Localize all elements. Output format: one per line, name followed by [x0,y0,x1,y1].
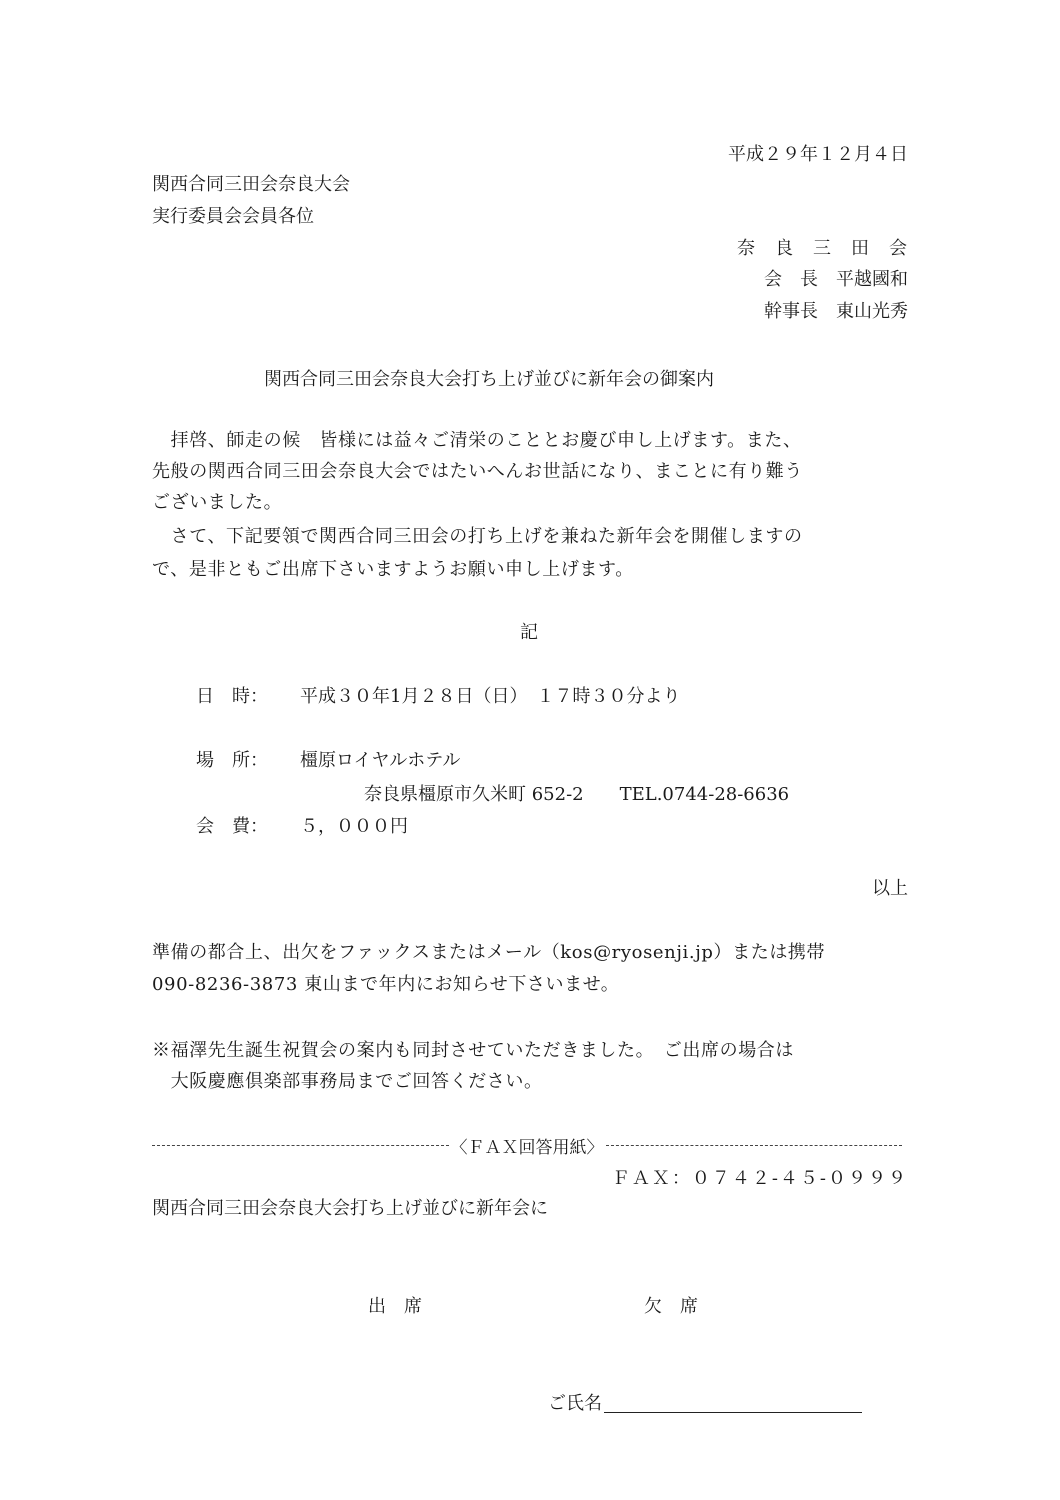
absent-option[interactable]: 欠 席 [644,1296,698,1317]
place-label: 場 所： [196,750,268,771]
recipient-line-1: 関西合同三田会奈良大会 [152,174,350,195]
fax-form-separator [152,1135,902,1158]
sender-secretary: 幹事長 東山光秀 [764,301,908,322]
note-line-2: 大阪慶應倶楽部事務局までご回答ください。 [152,1071,543,1092]
name-label: ご氏名 [548,1393,602,1414]
fax-form-label: 〈ＦＡＸ回答用紙〉 [450,1137,604,1158]
place-address: 奈良県橿原市久米町 652-2 TEL.0744-28-6636 [364,784,790,805]
recipient-line-2: 実行委員会会員各位 [152,206,314,227]
fee-label: 会 費： [196,816,268,837]
attend-option[interactable]: 出 席 [368,1296,422,1317]
body-para2-line2: で、是非ともご出席下さいますようお願い申し上げます。 [152,559,634,580]
note-line-1: ※福澤先生誕生祝賀会の案内も同封させていただきました。 ご出席の場合は [152,1040,794,1061]
document-title: 関西合同三田会奈良大会打ち上げ並びに新年会の御案内 [264,369,714,390]
separator-dash-right [606,1145,903,1146]
rsvp-line-2: 090-8236-3873 東山まで年内にお知らせ下さいませ。 [152,974,620,995]
place-value: 橿原ロイヤルホテル [300,750,461,771]
sender-organization: 奈 良 三 田 会 [737,238,908,259]
body-para1-line3: ございました。 [152,492,283,513]
body-para1-line1: 拝啓、師走の候 皆様には益々ご清栄のこととお慶び申し上げます。また、 [152,430,802,451]
ijo-closing: 以上 [872,878,908,899]
fax-number: ＦＡＸ：０７４２-４５-０９９９ [611,1168,908,1189]
name-field[interactable] [548,1392,862,1413]
body-para1-line2: 先般の関西合同三田会奈良大会ではたいへんお世話になり、まことに有り難う [152,461,803,482]
datetime-label: 日 時： [196,686,268,707]
datetime-value: 平成３０年1月２８日（日） １７時３０分より [300,686,681,707]
rsvp-line-1: 準備の都合上、出欠をファックスまたはメール（kos@ryosenji.jp）または携帯 [152,942,826,963]
body-para2-line1: さて、下記要領で関西合同三田会の打ち上げを兼ねた新年会を開催しますの [152,526,803,547]
ki-heading: 記 [520,622,538,643]
name-signature-line[interactable] [604,1392,862,1413]
separator-dash-left [152,1145,449,1146]
sender-president: 会 長 平越國和 [764,269,908,290]
fax-event-line: 関西合同三田会奈良大会打ち上げ並びに新年会に [152,1198,548,1219]
document-date: 平成２９年１２月４日 [728,144,908,165]
fee-value: ５，０００円 [300,816,408,837]
